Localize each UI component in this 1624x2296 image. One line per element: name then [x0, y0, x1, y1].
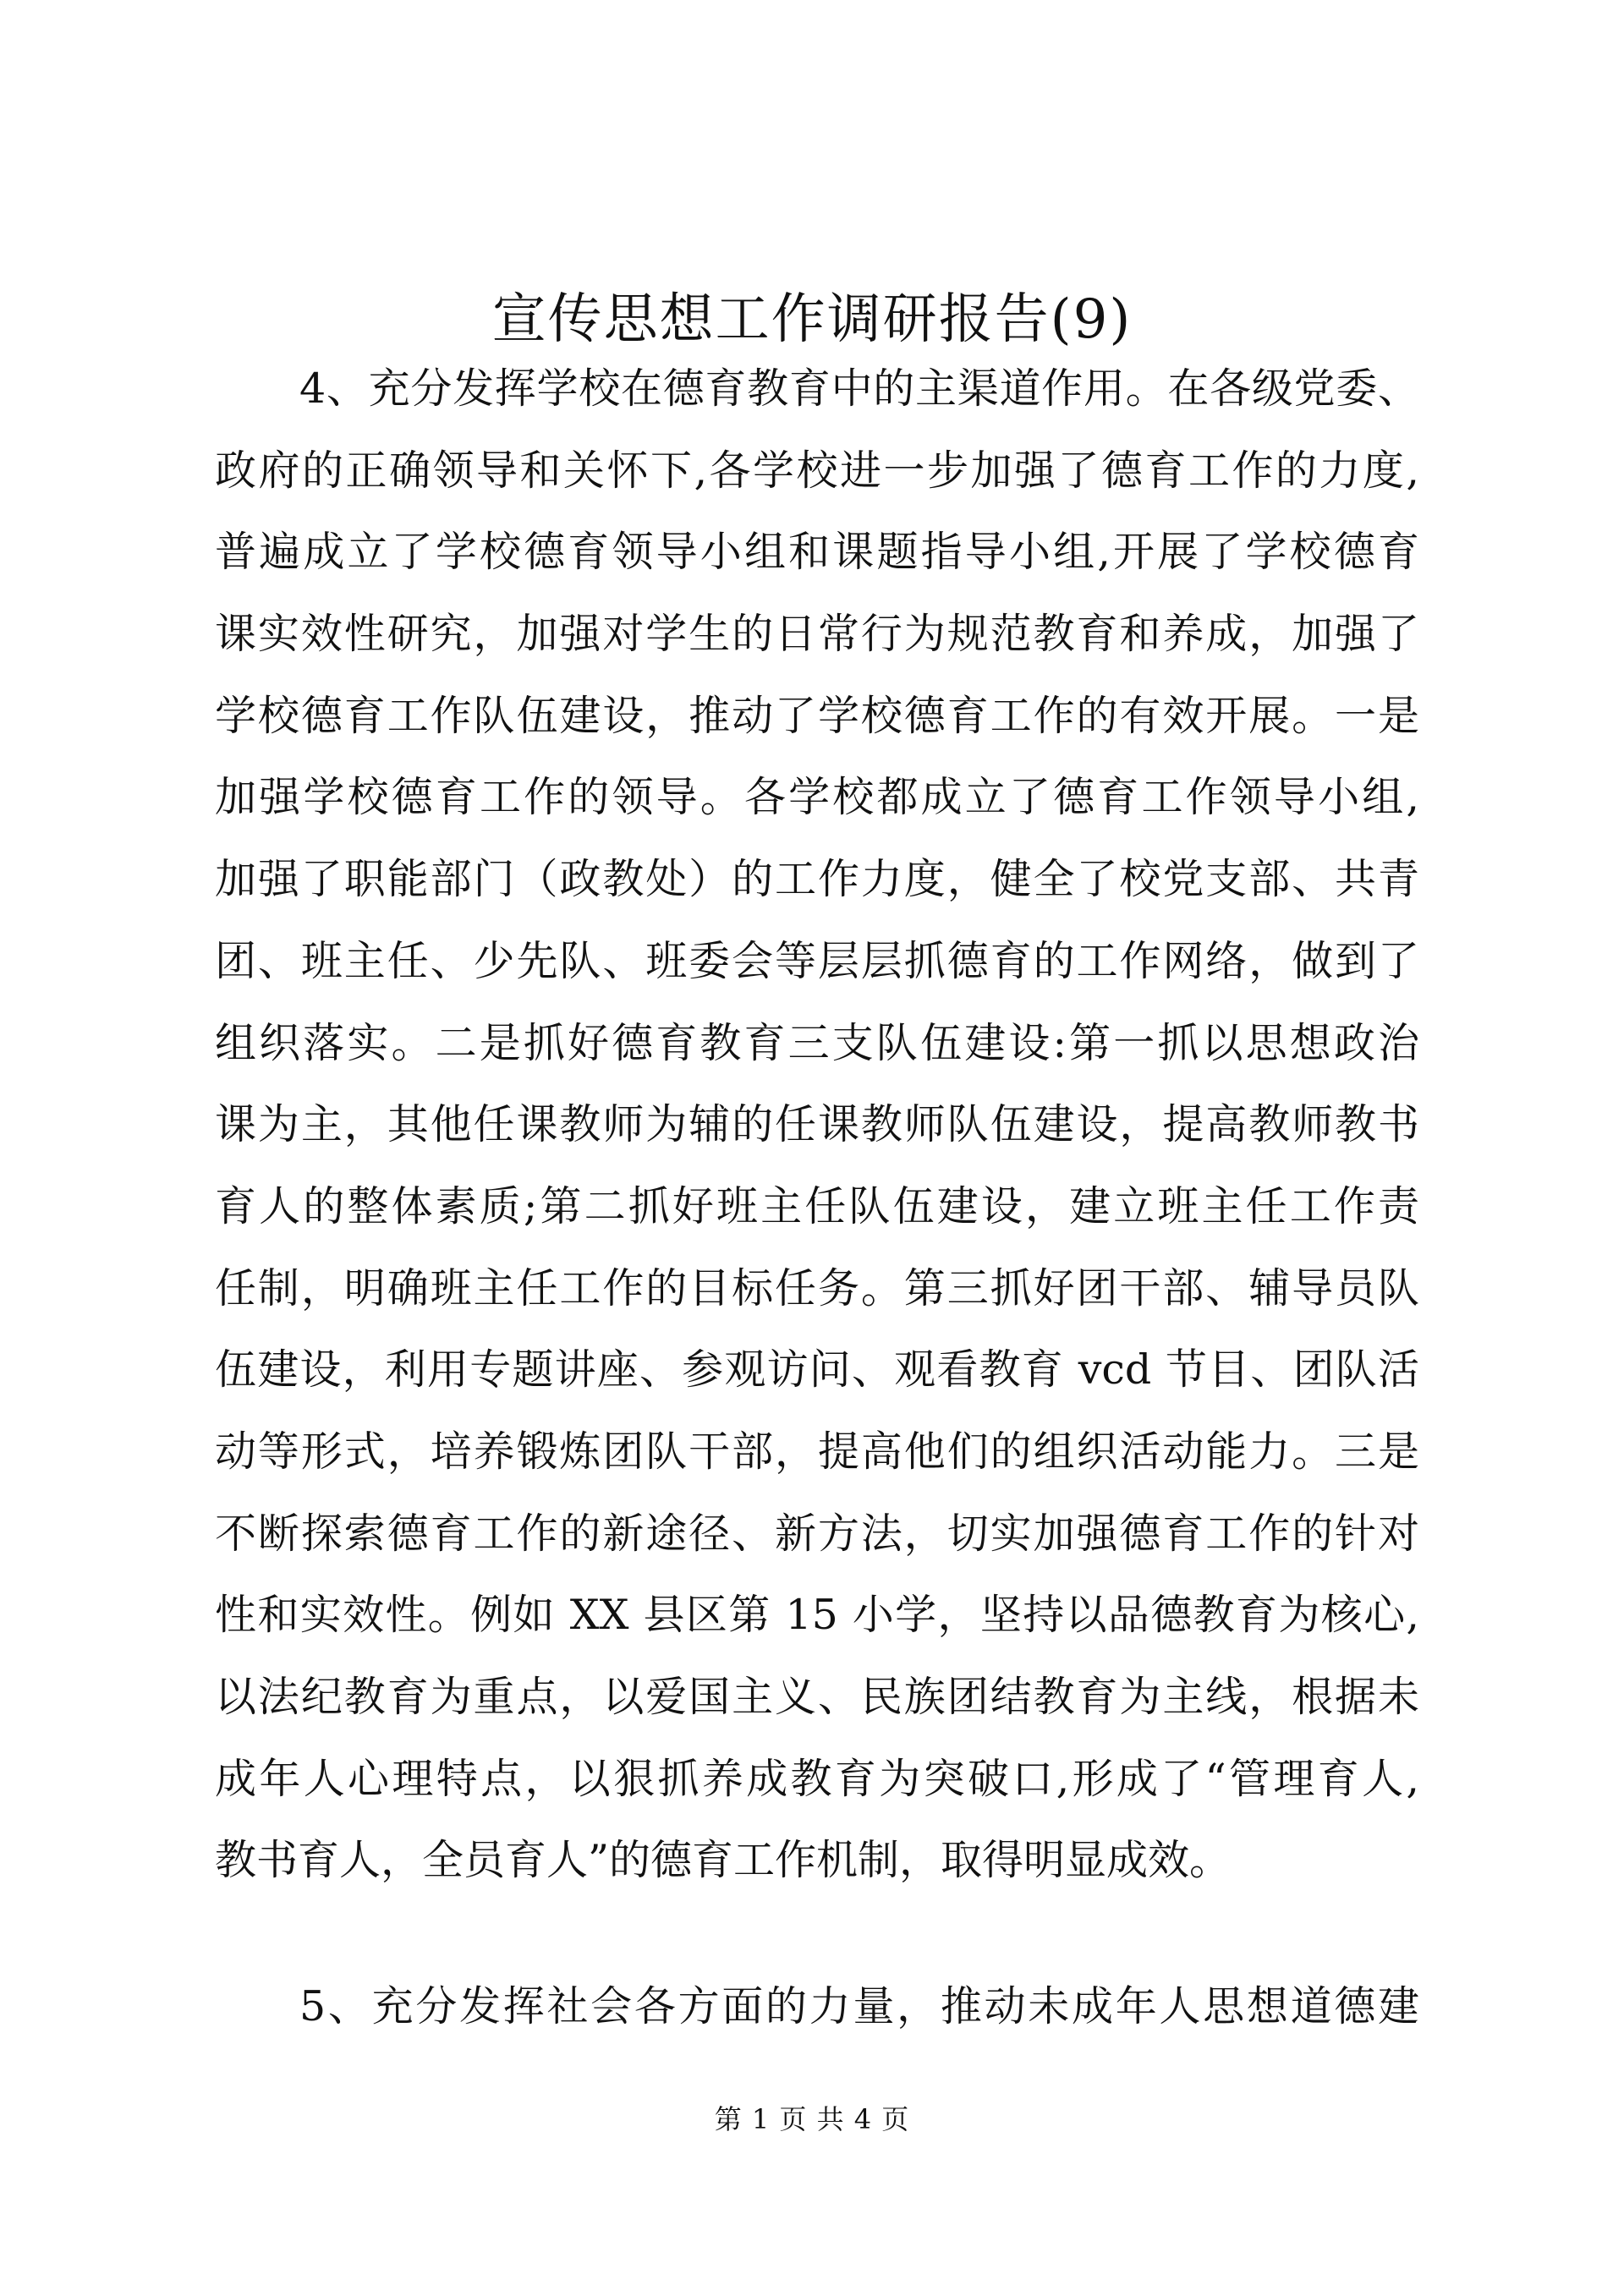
paragraph-line: 普遍成立了学校德育领导小组和课题指导小组,开展了学校德育 [215, 528, 1419, 577]
paragraph-line: 政府的正确领导和关怀下,各学校进一步加强了德育工作的力度, [215, 446, 1419, 495]
paragraph-line: 以法纪教育为重点，以爱国主义、民族团结教育为主线，根据未 [215, 1673, 1419, 1721]
paragraph-line: 4、充分发挥学校在德育教育中的主渠道作用。在各级党委、 [299, 364, 1419, 413]
paragraph-line: 团、班主任、少先队、班委会等层层抓德育的工作网络，做到了 [215, 936, 1419, 985]
paragraph-line: 不断探索德育工作的新途径、新方法，切实加强德育工作的针对 [215, 1509, 1419, 1558]
paragraph-line: 育人的整体素质;第二抓好班主任队伍建设，建立班主任工作责 [215, 1181, 1419, 1230]
paragraph-5 [215, 1966, 1419, 2048]
paragraph-line: 伍建设，利用专题讲座、参观访问、观看教育 vcd 节目、团队活 [215, 1345, 1419, 1395]
paragraph-line: 加强了职能部门（政教处）的工作力度，健全了校党支部、共青 [215, 855, 1419, 904]
paragraph-line: 加强学校德育工作的领导。各学校都成立了德育工作领导小组, [215, 773, 1419, 822]
paragraph-line: 5、充分发挥社会各方面的力量，推动未成年人思想道德建 [299, 1982, 1419, 2030]
paragraph-line: 任制，明确班主任工作的目标任务。第三抓好团干部、辅导员队 [215, 1263, 1419, 1312]
paragraph-line: 教书育人，全员育人”的德育工作机制，取得明显成效。 [215, 1836, 1232, 1885]
page-footer: 第 1 页 共 4 页 [714, 2103, 910, 2135]
paragraph-line: 性和实效性。例如 XX 县区第 15 小学，坚持以品德教育为核心, [215, 1591, 1419, 1640]
paragraph-4 [215, 348, 1419, 1902]
document-title: 宣传思想工作调研报告(9) [491, 288, 1133, 351]
paragraph-line: 成年人心理特点，以狠抓养成教育为突破口,形成了“管理育人, [215, 1754, 1419, 1803]
paragraph-line: 动等形式，培养锻炼团队干部，提高他们的组织活动能力。三是 [215, 1427, 1419, 1476]
paragraph-line: 课为主，其他任课教师为辅的任课教师队伍建设，提高教师教书 [215, 1100, 1419, 1149]
paragraph-line: 课实效性研究，加强对学生的日常行为规范教育和养成，加强了 [215, 610, 1419, 659]
paragraph-line: 学校德育工作队伍建设，推动了学校德育工作的有效开展。一是 [215, 691, 1419, 740]
paragraph-line: 组织落实。二是抓好德育教育三支队伍建设:第一抓以思想政治 [215, 1018, 1419, 1067]
